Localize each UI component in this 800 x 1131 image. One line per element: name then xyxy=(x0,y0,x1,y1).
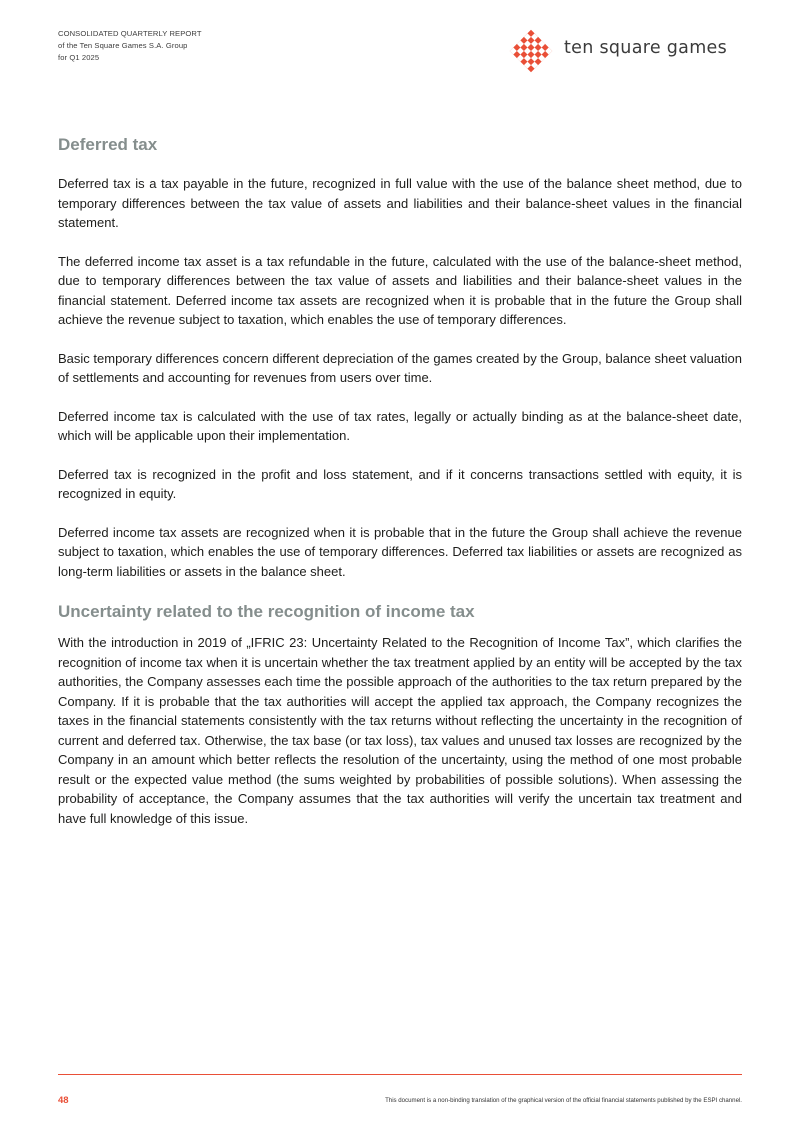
report-meta xyxy=(58,28,202,64)
document-content xyxy=(58,133,742,847)
deferred-tax-paragraph-3: Basic temporary differences concern different depreciation of the games created by the Group, balance sheet valuation of settlements and accounting for revenues from users over time. xyxy=(58,350,742,385)
footer-disclaimer: This document is a non-binding translation of the graphical version of the official financial statements published by the ESPI channel. xyxy=(385,1097,742,1104)
uncertainty-section xyxy=(58,600,742,828)
deferred-tax-paragraph-4: Deferred income tax is calculated with the use of tax rates, legally or actually binding as at the balance-sheet date, which will be applicable upon their implementation. xyxy=(58,408,742,443)
uncertainty-paragraph-1: With the introduction in 2019 of „IFRIC 23: Uncertainty Related to the Recognition of Income Tax”, which clarifies the recognition of income tax when it is uncertain whether the tax treatment applied by an entity will be accepted by the tax authorities, the Company assesses each time the possible approach of the authorities to the tax return prepared by the Company. If it is probable that the tax authorities will accept the applied tax approach, the Company recognizes the taxes in the financial statements consistently with the tax returns without reflecting the uncertainty in the recognition of current and deferred tax. Otherwise, the tax base (or tax loss), tax values and unused tax losses are recognized by the Company in an amount which better reflects the resolution of the uncertainty, using the method of one most probable result or the expected value method (the sums weighted by probabilities of possible solutions). When assessing the probability of acceptance, the Company assumes that the tax authorities will verify the uncertain tax treatment and have full knowledge of this issue. xyxy=(58,635,742,826)
deferred-tax-paragraph-5: Deferred tax is recognized in the profit and loss statement, and if it concerns transactions settled with equity, it is recognized in equity. xyxy=(58,466,742,501)
deferred-tax-heading: Deferred tax xyxy=(58,135,158,154)
company-logo xyxy=(508,28,744,76)
report-period: for Q1 2025 xyxy=(58,53,100,62)
report-title: CONSOLIDATED QUARTERLY REPORT xyxy=(58,29,202,38)
diamond-logo-icon xyxy=(508,28,554,74)
deferred-tax-paragraph-6: Deferred income tax assets are recognized when it is probable that in the future the Group shall achieve the revenue subject to taxation, which enables the use of temporary differences. Deferred tax liabilities or assets are recognized as long-term liabilities or assets in the balance sheet. xyxy=(58,524,742,579)
footer-divider xyxy=(58,1074,742,1075)
deferred-tax-paragraph-1: Deferred tax is a tax payable in the future, recognized in full value with the use of the balance sheet method, due to temporary differences between the tax value of assets and liabilities and their balance-sheet values in the financial statement. xyxy=(58,176,742,230)
deferred-tax-paragraph-2: The deferred income tax asset is a tax refundable in the future, calculated with the use of the balance-sheet method, due to temporary differences between the tax value of assets and liabilities and their balance-sheet values in the financial statement. Deferred income tax assets are recognized when it is probable that in the future the Group shall achieve the revenue subject to taxation, which enables the use of temporary differences. xyxy=(58,253,742,327)
page-number: 48 xyxy=(58,1095,69,1106)
uncertainty-heading: Uncertainty related to the recognition of income tax xyxy=(58,602,475,621)
report-subtitle: of the Ten Square Games S.A. Group xyxy=(58,41,188,50)
deferred-tax-section xyxy=(58,133,742,581)
page-header xyxy=(58,28,748,82)
logo-wordmark: ten square games xyxy=(564,38,728,58)
